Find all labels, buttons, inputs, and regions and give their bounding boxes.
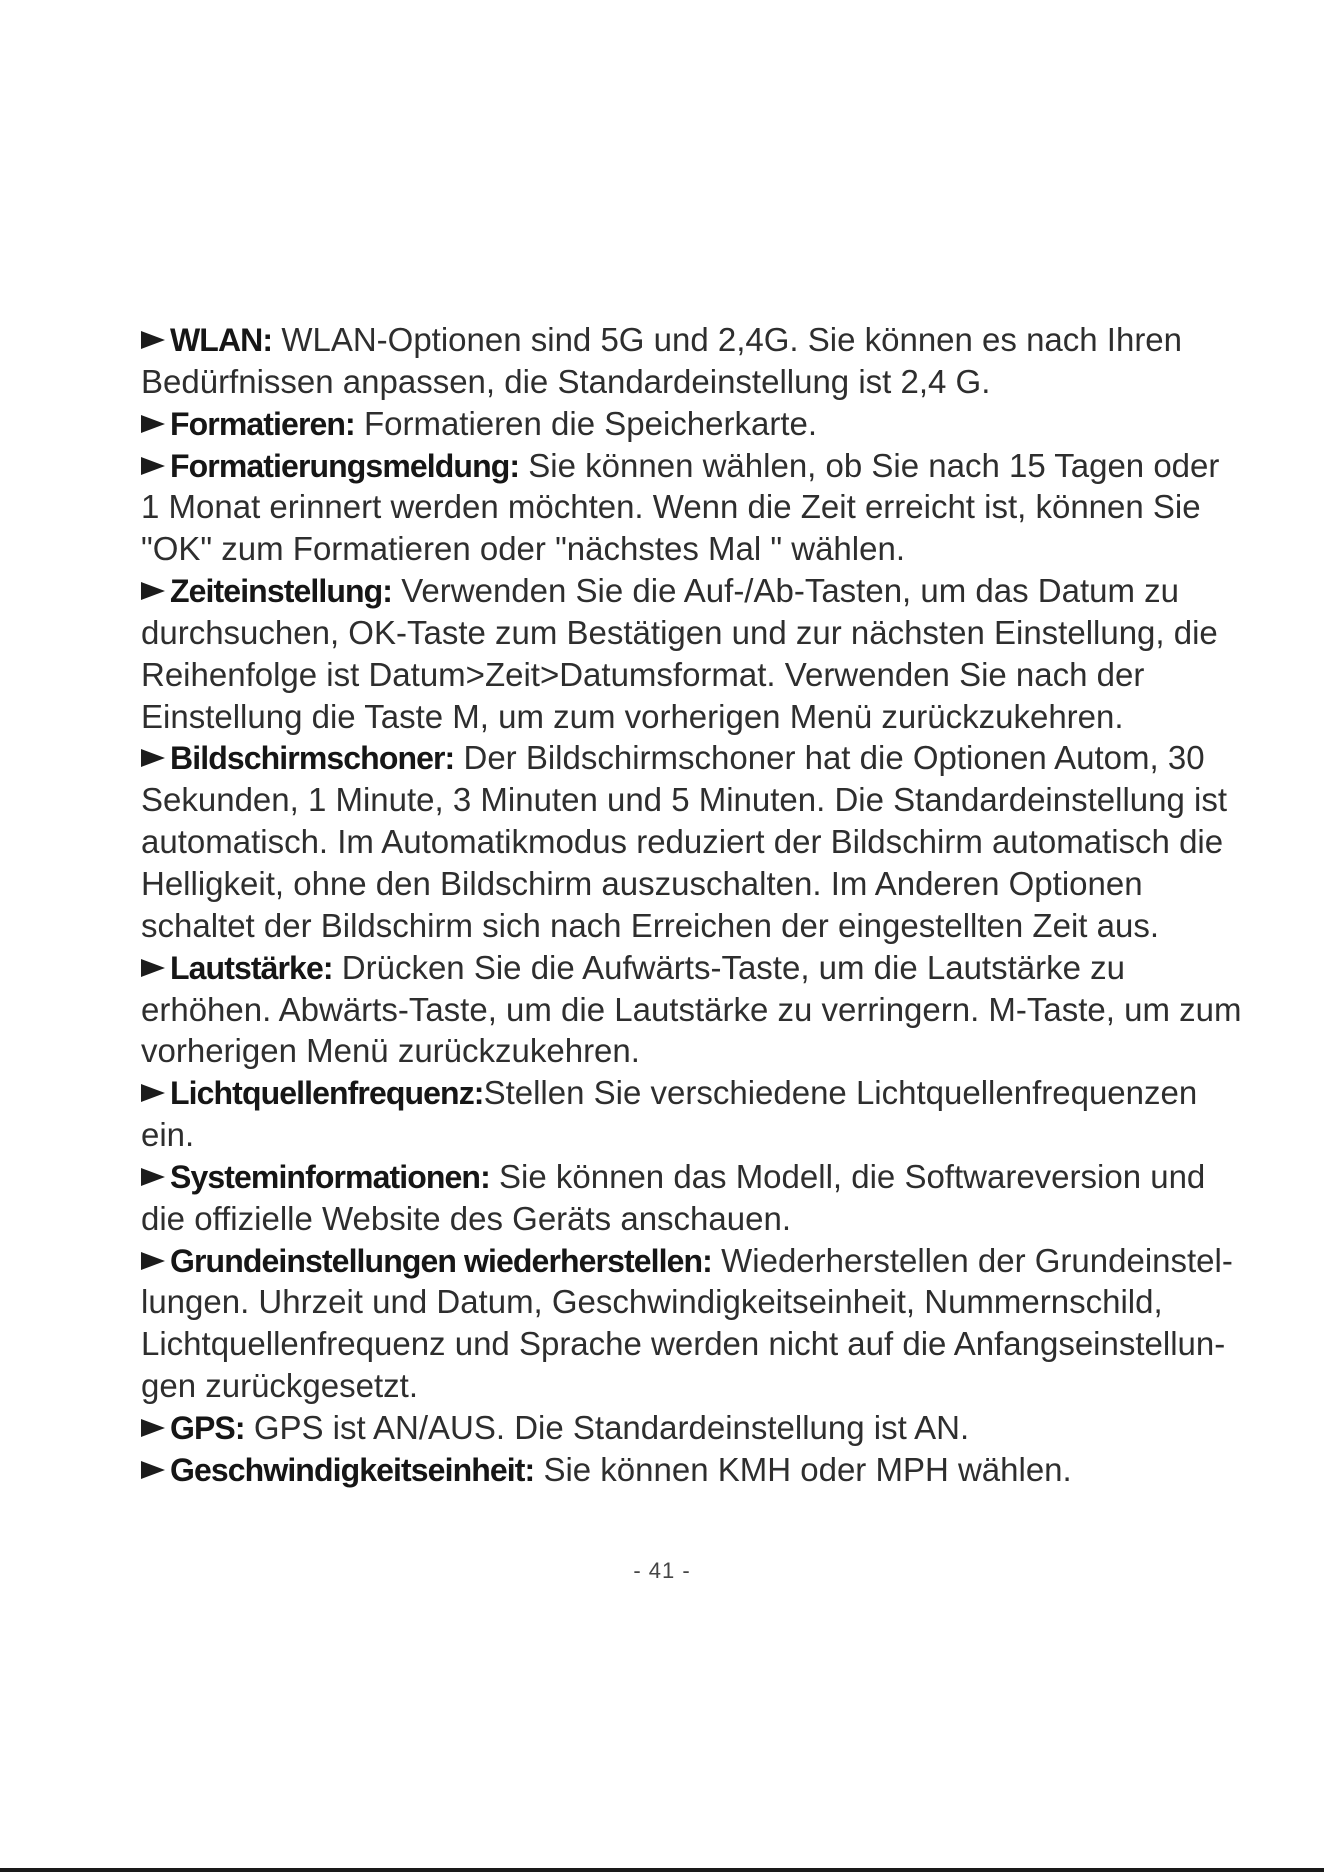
item-term: Lautstärke: [170, 949, 333, 986]
triangle-right-icon [141, 331, 165, 349]
item-line [141, 1449, 1311, 1491]
settings-list [141, 319, 1311, 1491]
page-bottom-edge [0, 1868, 1324, 1872]
triangle-right-icon [141, 959, 165, 977]
item-line [141, 1407, 1311, 1449]
item-line [141, 1156, 1311, 1198]
item-text: Sie können KMH oder MPH wählen. [543, 1450, 1072, 1488]
item-text: Sie können das Modell, die Softwareversion und [499, 1157, 1206, 1195]
item-text: erhöhen. Abwärts-Taste, um die Lautstärke zu verringern. M-Taste, um zum [141, 990, 1242, 1028]
item-text: 1 Monat erinnert werden möchten. Wenn die Zeit erreicht ist, können Sie [141, 488, 1201, 526]
triangle-right-icon [141, 1419, 165, 1437]
item-line [141, 947, 1311, 989]
item-text: Lichtquellenfrequenz und Sprache werden nicht auf die Anfangseinstellun- [141, 1325, 1226, 1363]
item-line [141, 737, 1311, 779]
item-term: Bildschirmschoner: [170, 740, 455, 777]
item-text: vorherigen Menü zurückzukehren. [141, 1032, 640, 1070]
item-term: Grundeinstellungen wiederherstellen: [170, 1242, 712, 1279]
item-text: Sekunden, 1 Minute, 3 Minuten und 5 Minuten. Die Standardeinstellung ist [141, 781, 1228, 819]
item-line [141, 1240, 1311, 1282]
item-text: GPS ist AN/AUS. Die Standardeinstellung ist AN. [253, 1408, 970, 1446]
item-text: Reihenfolge ist Datum>Zeit>Datumsformat. Verwenden Sie nach der [141, 655, 1145, 693]
item-gps [141, 1407, 1311, 1449]
item-text: Der Bildschirmschoner hat die Optionen Autom, 30 [463, 739, 1205, 777]
item-zeiteinstellung [141, 570, 1311, 737]
triangle-right-icon [141, 415, 165, 433]
item-term: Systeminformationen: [170, 1158, 490, 1195]
item-text: ein. [141, 1116, 195, 1154]
triangle-right-icon [141, 1168, 165, 1186]
item-text: Formatieren die Speicherkarte. [363, 404, 818, 442]
item-text: durchsuchen, OK-Taste zum Bestätigen und zur nächsten Einstellung, die [141, 613, 1218, 651]
item-wlan [141, 319, 1311, 403]
triangle-right-icon [141, 1461, 165, 1479]
item-formatieren [141, 403, 1311, 445]
item-line [141, 570, 1311, 612]
item-text: automatisch. Im Automatikmodus reduziert der Bildschirm automatisch die [141, 823, 1224, 861]
item-term: Zeiteinstellung: [170, 573, 393, 610]
item-line [141, 445, 1311, 487]
item-lichtquellenfrequenz [141, 1072, 1311, 1156]
item-text: Einstellung die Taste M, um zum vorherigen Menü zurückzukehren. [141, 697, 1124, 735]
item-text: Verwenden Sie die Auf-/Ab-Tasten, um das Datum zu [401, 572, 1179, 610]
triangle-right-icon [141, 582, 165, 600]
item-text: Bedürfnissen anpassen, die Standardeinstellung ist 2,4 G. [141, 362, 991, 400]
item-text: Sie können wählen, ob Sie nach 15 Tagen oder [528, 446, 1220, 484]
item-line [141, 1072, 1311, 1114]
triangle-right-icon [141, 457, 165, 475]
item-line [141, 403, 1311, 445]
item-text: lungen. Uhrzeit und Datum, Geschwindigkeitseinheit, Nummernschild, [141, 1283, 1163, 1321]
page-number: - 41 - [633, 1558, 691, 1583]
item-term: GPS: [170, 1409, 245, 1446]
item-systeminformationen [141, 1156, 1311, 1240]
item-text: gen zurückgesetzt. [141, 1367, 418, 1405]
item-text: WLAN-Optionen sind 5G und 2,4G. Sie können es nach Ihren [281, 321, 1183, 358]
triangle-right-icon [141, 749, 165, 767]
item-text: die offizielle Website des Geräts anschauen. [141, 1199, 791, 1237]
item-text: Stellen Sie verschiedene Lichtquellenfrequenzen [483, 1074, 1198, 1112]
item-term: Lichtquellenfrequenz: [170, 1075, 484, 1112]
item-term: Geschwindigkeitseinheit: [170, 1451, 535, 1488]
item-text: "OK" zum Formatieren oder "nächstes Mal " wählen. [141, 530, 905, 568]
item-text: Wiederherstellen der Grundeinstel- [721, 1241, 1233, 1279]
item-line [141, 319, 1311, 361]
item-bildschirmschoner [141, 737, 1311, 946]
triangle-right-icon [141, 1084, 165, 1102]
triangle-right-icon [141, 1252, 165, 1270]
item-grundeinstellungen [141, 1240, 1311, 1407]
item-formatierungsmeldung [141, 445, 1311, 571]
item-lautstaerke [141, 947, 1311, 1073]
item-text: schaltet der Bildschirm sich nach Erreichen der eingestellten Zeit aus. [141, 906, 1159, 944]
item-term: WLAN: [170, 322, 273, 358]
item-term: Formatierungsmeldung: [170, 447, 520, 484]
item-term: Formatieren: [170, 405, 355, 442]
item-text: Helligkeit, ohne den Bildschirm auszuschalten. Im Anderen Optionen [141, 864, 1143, 902]
item-text: Drücken Sie die Aufwärts-Taste, um die Lautstärke zu [341, 948, 1125, 986]
item-geschwindigkeitseinheit [141, 1449, 1311, 1491]
